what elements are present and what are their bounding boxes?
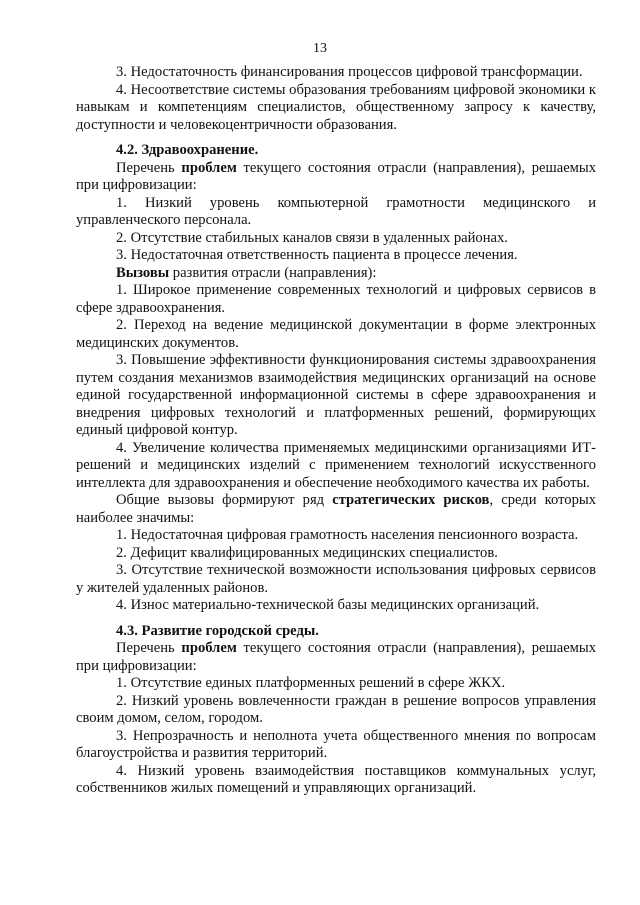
text-run: текущего состояния отрасли (направления), решаемых при цифровизации: — [76, 640, 597, 674]
text-run: Общие вызовы формируют ряд — [116, 492, 333, 508]
health-risk-item: 3. Отсутствие технической возможности использования цифровых сервисов у жителей удаленных районов. — [76, 562, 596, 596]
urban-problem-item: 1. Отсутствие единых платформенных решений в сфере ЖКХ. — [116, 675, 506, 691]
health-challenge-item: 4. Увеличение количества применяемых медицинскими организациями ИТ-решений и медицинских изделий с применением технологий искусственного интеллекта для здравоохранения и обеспечение необходимого качества их работы. — [76, 439, 596, 491]
health-challenge-item: 1. Широкое применение современных технологий и цифровых сервисов в сфере здравоохранения. — [76, 282, 596, 316]
bold-term-challenges: Вызовы — [116, 264, 170, 281]
section-heading-urban: 4.3. Развитие городской среды. — [116, 622, 319, 639]
text-run: развития отрасли (направления): — [169, 264, 377, 281]
health-risk-item: 1. Недостаточная цифровая грамотность населения пенсионного возраста. — [116, 527, 579, 543]
health-risks-intro — [76, 492, 596, 527]
urban-problem-item: 2. Низкий уровень вовлеченности граждан в решение вопросов управления своим домом, селом, городом. — [76, 692, 596, 726]
page-number: 13 — [313, 41, 327, 56]
document-body — [76, 64, 596, 798]
health-challenges-intro — [76, 265, 596, 283]
health-problem-item: 1. Низкий уровень компьютерной грамотности медицинского и управленческого персонала. — [76, 194, 596, 228]
bold-term-problems: проблем — [181, 640, 237, 656]
health-challenge-item: 3. Повышение эффективности функционирования системы здравоохранения путем создания механизмов взаимодействия медицинских организаций на основе единой государственной информационной системы в сфере здравоохранения и внедрения цифровых технологий и платформенных решений, формирующих единый цифровой контур. — [76, 352, 596, 438]
health-challenge-item: 2. Переход на ведение медицинской документации в форме электронных медицинских документов. — [76, 317, 596, 351]
health-risk-item: 2. Дефицит квалифицированных медицинских специалистов. — [116, 544, 498, 561]
paragraph-intro-item-4: 4. Несоответствие системы образования требованиям цифровой экономики к навыкам и компетенциям специалистов, общественному запросу к качеству, доступности и человекоцентричности образования. — [76, 81, 596, 133]
health-problem-item: 3. Недостаточная ответственность пациента в процессе лечения. — [116, 247, 518, 263]
health-problems-intro — [76, 160, 596, 195]
section-heading-health: 4.2. Здравоохранение. — [116, 142, 259, 158]
text-run: текущего состояния отрасли (направления), решаемых при цифровизации: — [76, 159, 597, 193]
bold-term-risks: стратегических рисков — [332, 492, 490, 508]
urban-problem-item: 4. Низкий уровень взаимодействия поставщиков коммунальных услуг, собственников жилых помещений и управляющих организаций. — [76, 762, 596, 796]
text-run: , среди которых наиболее значимы: — [76, 492, 597, 526]
health-risk-item: 4. Износ материально-технической базы медицинских организаций. — [116, 597, 540, 613]
health-problem-item: 2. Отсутствие стабильных каналов связи в удаленных районах. — [116, 229, 508, 246]
text-run: Перечень — [116, 640, 182, 656]
urban-problems-intro — [76, 640, 596, 675]
urban-problem-item: 3. Непрозрачность и неполнота учета общественного мнения по вопросам благоустройства и развития территорий. — [76, 727, 596, 761]
bold-term-problems: проблем — [181, 159, 237, 176]
paragraph-intro-item-3: 3. Недостаточность финансирования процессов цифровой трансформации. — [116, 64, 583, 80]
text-run: Перечень — [116, 159, 182, 176]
